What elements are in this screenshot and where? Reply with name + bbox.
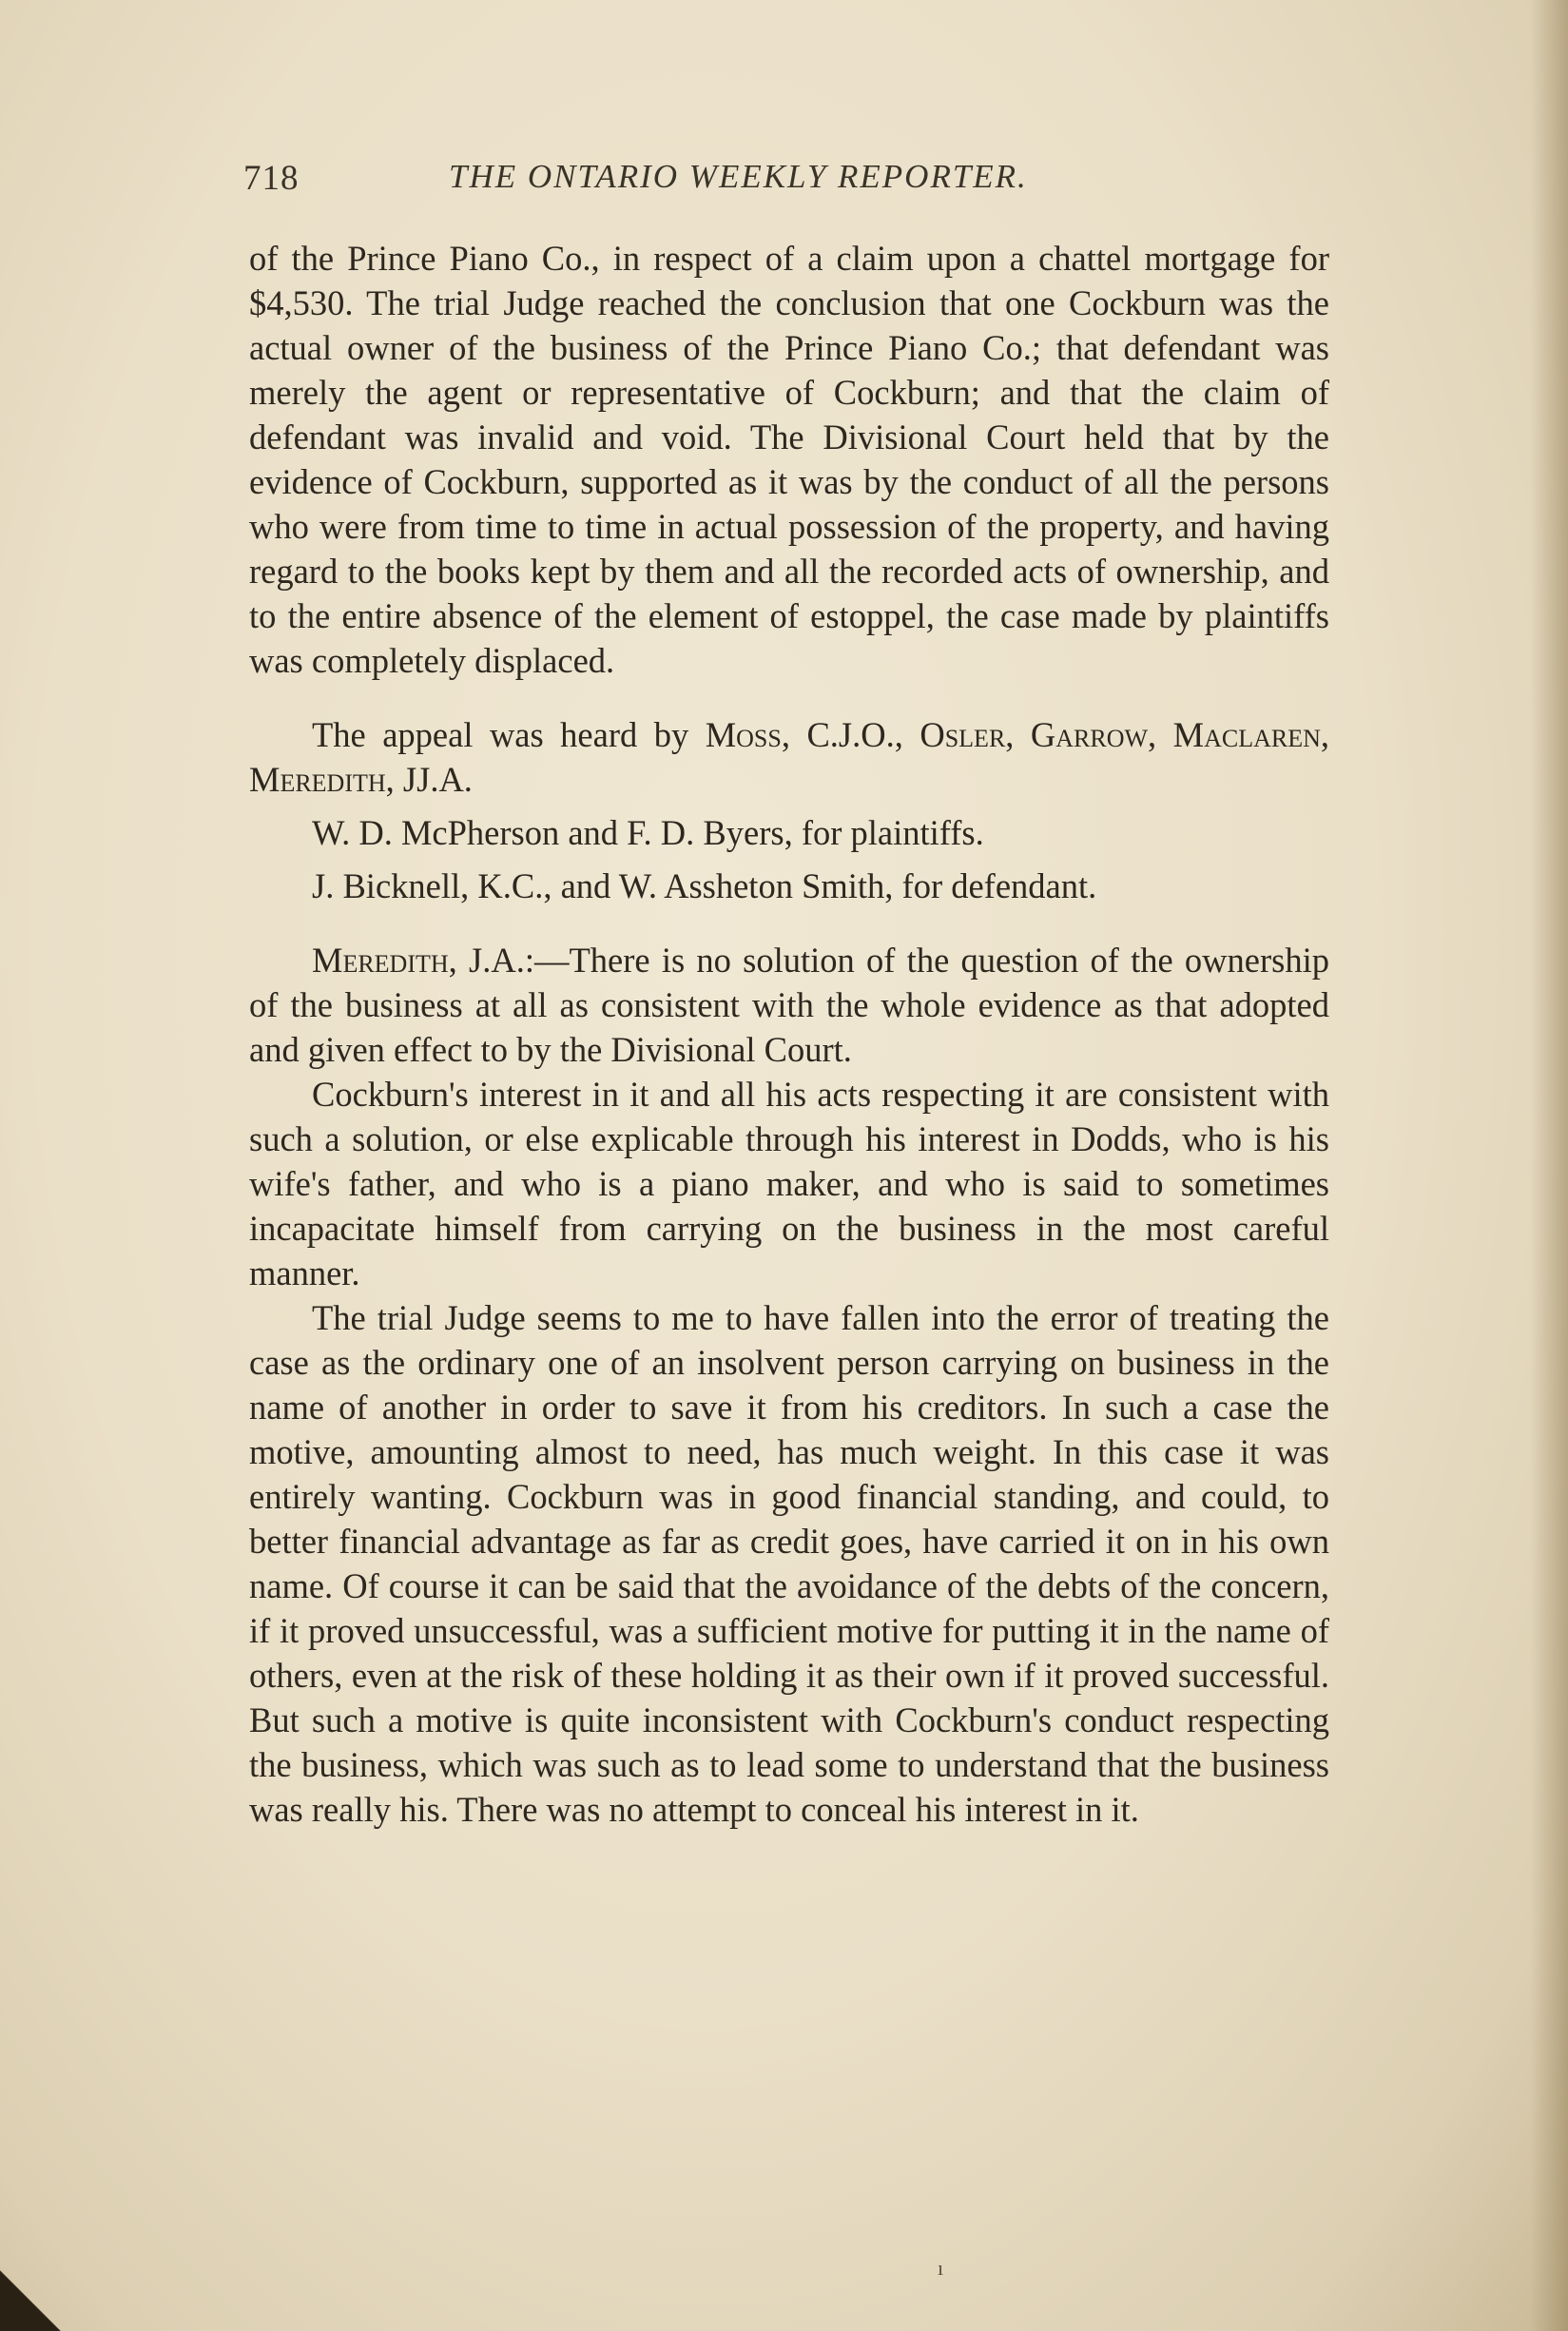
body-text: [249, 236, 1329, 1832]
judge-name: Garrow: [1030, 715, 1149, 754]
page-number: 718: [243, 159, 300, 198]
judge-title: , C.J.O.,: [781, 715, 920, 754]
judges-title: , JJ.A.: [385, 760, 473, 799]
judgment-text: There is no solution of the question of the ownership of the business at all as consistent with the whole evidence as that adopted and given effect to by the Divisional Court.: [249, 941, 1329, 1069]
page-header: [243, 152, 1337, 209]
judge-name: Moss: [705, 715, 782, 754]
paragraph-trial-judge: The trial Judge seems to me to have fallen into the error of treating the case as the ordinary one of an insolvent person carrying on business in the name of another in order to save it from his creditors. In such a case the motive, amounting almost to need, has much weight. In this case it was entirely wanting. Cockburn was in good financial standing, and could, to better financial advantage as far as credit goes, have carried it on in his own name. Of course it can be said that the avoidance of the debts of the concern, if it proved unsuccessful, was a sufficient motive for putting it in the name of others, even at the risk of these holding it as their own if it proved successful. But such a motive is quite inconsistent with Cockburn's conduct respecting the business, which was such as to lead some to understand that the business was really his. There was no attempt to conceal his interest in it.: [249, 1298, 1329, 1829]
page-corner: [0, 2264, 67, 2331]
judgment-judge-title: , J.A.:—: [448, 941, 570, 980]
judge-name: Osler: [920, 715, 1006, 754]
paragraph-continuation: of the Prince Piano Co., in respect of a claim upon a chattel mortgage for $4,530. The trial Judge reached the conclusion that one Cockburn was the actual owner of the business of the Prince Piano Co.; that defendant was merely the agent or representative of Cockburn; and that the claim of defendant was invalid and void. The Divisional Court held that by the evidence of Cockburn, supported as it was by the conduct of all the persons who were from time to time in actual possession of the property, and having regard to the books kept by them and all the recorded acts of ownership, and to the entire absence of the element of estoppel, the case made by plaintiffs was completely displaced.: [249, 239, 1329, 680]
counsel-plaintiffs: W. D. McPherson and F. D. Byers, for plaintiffs.: [312, 813, 984, 852]
page-edge-shadow: [1530, 0, 1568, 2331]
judgment-judge-name: Meredith: [312, 941, 449, 980]
appeal-intro: The appeal was heard by: [312, 715, 706, 754]
paragraph-cockburn-interest: Cockburn's interest in it and all his acts respecting it are consistent with such a solution, or else explicable through his interest in Dodds, who is his wife's father, and who is a piano maker, and who is said to sometimes incapacitate himself from carrying on the business in the most careful manner.: [249, 1075, 1329, 1292]
judge-name: Meredith: [249, 760, 386, 799]
counsel-defendant: J. Bicknell, K.C., and W. Assheton Smith, for defendant.: [312, 866, 1097, 905]
running-head: THE ONTARIO WEEKLY REPORTER.: [449, 158, 1028, 195]
judge-name: Maclaren: [1172, 715, 1321, 754]
appeal-heard-by: [249, 712, 1329, 802]
separator: ,: [1320, 715, 1330, 754]
separator: ,: [1148, 715, 1173, 754]
signature-mark: ı: [938, 2256, 944, 2280]
separator: ,: [1005, 715, 1031, 754]
judgment-opening: [249, 938, 1329, 1072]
